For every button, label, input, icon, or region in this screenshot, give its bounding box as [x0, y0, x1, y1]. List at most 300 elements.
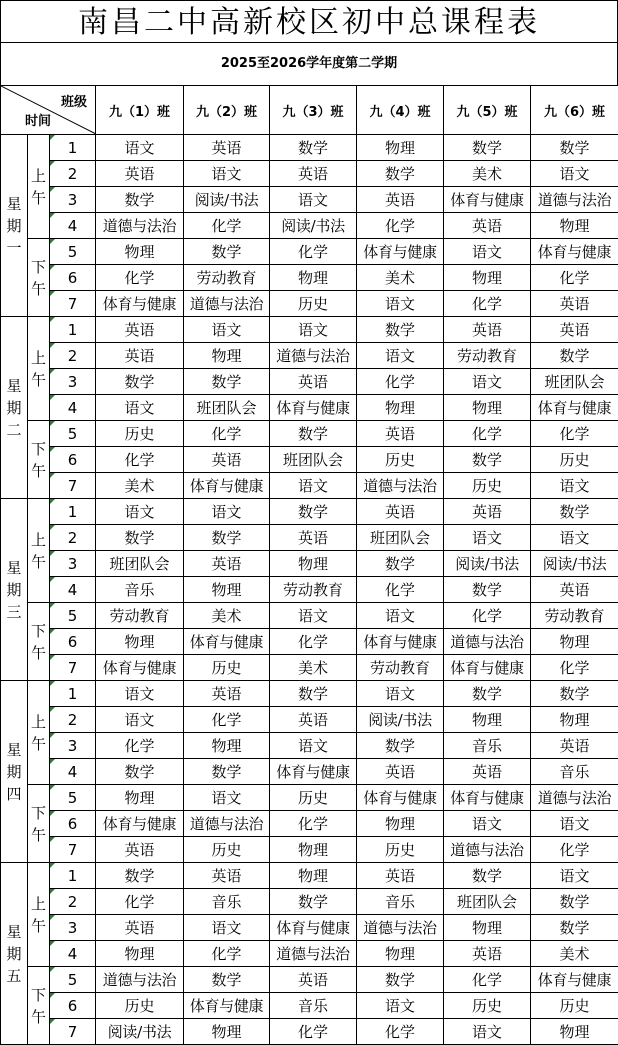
subject-cell: 语文	[270, 733, 357, 759]
subject-cell: 英语	[270, 525, 357, 551]
semester-subtitle: 2025至2026学年度第二学期	[0, 43, 618, 85]
vertical-char: 星	[1, 739, 27, 761]
subject-cell: 英语	[531, 733, 618, 759]
subject-cell: 音乐	[270, 993, 357, 1019]
vertical-char: 五	[1, 965, 27, 987]
subject-cell: 数学	[184, 759, 270, 785]
schedule-row	[1, 889, 618, 915]
subject-cell: 体育与健康	[270, 395, 357, 421]
subject-cell: 英语	[357, 863, 444, 889]
schedule-row	[1, 707, 618, 733]
subject-cell: 化学	[270, 239, 357, 265]
period-number: 2	[50, 707, 96, 733]
subject-cell: 语文	[531, 811, 618, 837]
vertical-char: 期	[1, 943, 27, 965]
vertical-char: 上	[28, 347, 49, 369]
subject-cell: 化学	[357, 577, 444, 603]
subject-cell: 语文	[444, 239, 531, 265]
subject-cell: 班团队会	[270, 447, 357, 473]
weekday-label	[1, 499, 28, 681]
subject-cell: 英语	[270, 369, 357, 395]
subject-cell: 美术	[357, 265, 444, 291]
subject-cell: 语文	[96, 499, 184, 525]
subject-cell: 阅读/书法	[531, 551, 618, 577]
subject-cell: 语文	[444, 1019, 531, 1045]
schedule-row	[1, 655, 618, 681]
schedule-row	[1, 343, 618, 369]
subject-cell: 体育与健康	[96, 655, 184, 681]
subject-cell: 体育与健康	[96, 291, 184, 317]
subject-cell: 语文	[444, 525, 531, 551]
schedule-row	[1, 525, 618, 551]
subject-cell: 道德与法治	[531, 785, 618, 811]
subject-cell: 物理	[444, 265, 531, 291]
schedule-row	[1, 785, 618, 811]
period-number: 6	[50, 811, 96, 837]
subject-cell: 化学	[531, 265, 618, 291]
subject-cell: 语文	[444, 369, 531, 395]
subject-cell: 物理	[96, 941, 184, 967]
afternoon-label	[28, 967, 50, 1045]
subject-cell: 语文	[184, 785, 270, 811]
subject-cell: 物理	[270, 265, 357, 291]
subject-cell: 体育与健康	[444, 187, 531, 213]
subject-cell: 语文	[357, 291, 444, 317]
vertical-char: 期	[1, 215, 27, 237]
vertical-char: 上	[28, 529, 49, 551]
subject-cell: 历史	[96, 993, 184, 1019]
schedule-row	[1, 369, 618, 395]
subject-cell: 英语	[531, 577, 618, 603]
subject-cell: 体育与健康	[531, 395, 618, 421]
subject-cell: 数学	[96, 187, 184, 213]
subject-cell: 历史	[357, 837, 444, 863]
period-number: 2	[50, 161, 96, 187]
subject-cell: 化学	[270, 1019, 357, 1045]
schedule-row	[1, 551, 618, 577]
period-number: 3	[50, 551, 96, 577]
weekday-label	[1, 863, 28, 1045]
subject-cell: 物理	[444, 915, 531, 941]
schedule-row	[1, 317, 618, 343]
subject-cell: 语文	[444, 811, 531, 837]
vertical-char: 下	[28, 620, 49, 642]
subject-cell: 体育与健康	[531, 239, 618, 265]
corner-label-time: 时间	[25, 110, 51, 129]
subject-cell: 历史	[444, 473, 531, 499]
vertical-char: 星	[1, 557, 27, 579]
period-number: 1	[50, 317, 96, 343]
vertical-char: 午	[28, 915, 49, 937]
vertical-char: 星	[1, 921, 27, 943]
subject-cell: 语文	[270, 473, 357, 499]
subject-cell: 劳动教育	[270, 577, 357, 603]
subject-cell: 历史	[184, 837, 270, 863]
subject-cell: 体育与健康	[357, 239, 444, 265]
subject-cell: 英语	[357, 759, 444, 785]
schedule-row	[1, 135, 618, 161]
class-header: 九（1）班	[96, 86, 184, 135]
subject-cell: 体育与健康	[96, 811, 184, 837]
subject-cell: 物理	[184, 577, 270, 603]
vertical-char: 午	[28, 369, 49, 391]
subject-cell: 美术	[270, 655, 357, 681]
subject-cell: 数学	[444, 577, 531, 603]
subject-cell: 物理	[357, 941, 444, 967]
morning-label	[28, 863, 50, 967]
schedule-row	[1, 395, 618, 421]
subject-cell: 班团队会	[357, 525, 444, 551]
schedule-row	[1, 967, 618, 993]
subject-cell: 道德与法治	[96, 213, 184, 239]
subject-cell: 数学	[531, 343, 618, 369]
class-header: 九（2）班	[184, 86, 270, 135]
subject-cell: 道德与法治	[96, 967, 184, 993]
header-row	[1, 86, 618, 135]
subject-cell: 英语	[184, 447, 270, 473]
period-number: 5	[50, 603, 96, 629]
vertical-char: 午	[28, 642, 49, 664]
schedule-row	[1, 941, 618, 967]
vertical-char: 三	[1, 601, 27, 623]
afternoon-label	[28, 421, 50, 499]
subject-cell: 化学	[444, 603, 531, 629]
class-header: 九（5）班	[444, 86, 531, 135]
subject-cell: 语文	[357, 993, 444, 1019]
period-number: 7	[50, 473, 96, 499]
page-title: 南昌二中高新校区初中总课程表	[0, 0, 618, 43]
subject-cell: 语文	[357, 603, 444, 629]
subject-cell: 英语	[357, 187, 444, 213]
subject-cell: 历史	[444, 993, 531, 1019]
subject-cell: 物理	[96, 629, 184, 655]
period-number: 7	[50, 655, 96, 681]
subject-cell: 化学	[96, 733, 184, 759]
subject-cell: 化学	[444, 421, 531, 447]
subject-cell: 英语	[444, 213, 531, 239]
vertical-char: 午	[28, 278, 49, 300]
subject-cell: 英语	[270, 161, 357, 187]
schedule-row	[1, 603, 618, 629]
subject-cell: 数学	[444, 447, 531, 473]
subject-cell: 化学	[270, 629, 357, 655]
subject-cell: 体育与健康	[184, 473, 270, 499]
subject-cell: 数学	[270, 889, 357, 915]
subject-cell: 英语	[96, 161, 184, 187]
schedule-row	[1, 239, 618, 265]
weekday-label	[1, 135, 28, 317]
subject-cell: 英语	[96, 915, 184, 941]
vertical-char: 期	[1, 579, 27, 601]
schedule-row	[1, 915, 618, 941]
subject-cell: 物理	[531, 213, 618, 239]
period-number: 6	[50, 447, 96, 473]
subject-cell: 道德与法治	[444, 837, 531, 863]
morning-label	[28, 681, 50, 785]
subject-cell: 语文	[96, 395, 184, 421]
subject-cell: 物理	[270, 551, 357, 577]
subject-cell: 道德与法治	[270, 941, 357, 967]
period-number: 3	[50, 915, 96, 941]
subject-cell: 道德与法治	[531, 187, 618, 213]
subject-cell: 物理	[96, 239, 184, 265]
subject-cell: 数学	[531, 889, 618, 915]
class-header: 九（4）班	[357, 86, 444, 135]
period-number: 4	[50, 759, 96, 785]
subject-cell: 语文	[270, 187, 357, 213]
schedule-table	[0, 85, 618, 1045]
subject-cell: 数学	[531, 135, 618, 161]
subject-cell: 语文	[184, 161, 270, 187]
schedule-row	[1, 421, 618, 447]
subject-cell: 语文	[531, 863, 618, 889]
schedule-row	[1, 161, 618, 187]
morning-label	[28, 135, 50, 239]
subject-cell: 音乐	[96, 577, 184, 603]
subject-cell: 道德与法治	[444, 629, 531, 655]
subject-cell: 体育与健康	[357, 785, 444, 811]
subject-cell: 体育与健康	[270, 759, 357, 785]
subject-cell: 美术	[531, 941, 618, 967]
vertical-char: 期	[1, 761, 27, 783]
subject-cell: 化学	[270, 811, 357, 837]
subject-cell: 化学	[184, 707, 270, 733]
period-number: 4	[50, 941, 96, 967]
subject-cell: 体育与健康	[531, 967, 618, 993]
corner-label-class: 班级	[61, 91, 87, 110]
subject-cell: 班团队会	[184, 395, 270, 421]
subject-cell: 化学	[444, 291, 531, 317]
period-number: 1	[50, 681, 96, 707]
subject-cell: 英语	[184, 863, 270, 889]
subject-cell: 数学	[357, 161, 444, 187]
period-number: 5	[50, 239, 96, 265]
subject-cell: 音乐	[357, 889, 444, 915]
subject-cell: 语文	[270, 603, 357, 629]
subject-cell: 数学	[96, 863, 184, 889]
subject-cell: 化学	[184, 213, 270, 239]
subject-cell: 数学	[444, 681, 531, 707]
schedule-row	[1, 759, 618, 785]
period-number: 6	[50, 629, 96, 655]
subject-cell: 语文	[184, 499, 270, 525]
period-number: 4	[50, 213, 96, 239]
subject-cell: 美术	[184, 603, 270, 629]
subject-cell: 历史	[184, 655, 270, 681]
vertical-char: 午	[28, 551, 49, 573]
subject-cell: 物理	[531, 707, 618, 733]
subject-cell: 化学	[357, 213, 444, 239]
subject-cell: 道德与法治	[357, 473, 444, 499]
subject-cell: 化学	[96, 265, 184, 291]
vertical-char: 午	[28, 1006, 49, 1028]
period-number: 2	[50, 889, 96, 915]
subject-cell: 英语	[96, 343, 184, 369]
schedule-row	[1, 837, 618, 863]
subject-cell: 化学	[531, 655, 618, 681]
subject-cell: 数学	[357, 317, 444, 343]
subject-cell: 英语	[96, 317, 184, 343]
schedule-row	[1, 447, 618, 473]
subject-cell: 数学	[96, 369, 184, 395]
schedule-row	[1, 863, 618, 889]
subject-cell: 语文	[96, 681, 184, 707]
subject-cell: 数学	[96, 525, 184, 551]
subject-cell: 劳动教育	[531, 603, 618, 629]
subject-cell: 物理	[444, 707, 531, 733]
subject-cell: 道德与法治	[270, 343, 357, 369]
subject-cell: 历史	[270, 785, 357, 811]
vertical-char: 二	[1, 419, 27, 441]
subject-cell: 物理	[96, 785, 184, 811]
subject-cell: 语文	[184, 317, 270, 343]
corner-header	[1, 86, 96, 135]
subject-cell: 物理	[270, 837, 357, 863]
subject-cell: 美术	[96, 473, 184, 499]
weekday-label	[1, 681, 28, 863]
subject-cell: 化学	[184, 941, 270, 967]
subject-cell: 音乐	[531, 759, 618, 785]
schedule-row	[1, 473, 618, 499]
subject-cell: 道德与法治	[184, 811, 270, 837]
subject-cell: 语文	[96, 707, 184, 733]
subject-cell: 英语	[357, 499, 444, 525]
subject-cell: 数学	[531, 915, 618, 941]
subject-cell: 数学	[270, 135, 357, 161]
subject-cell: 英语	[270, 707, 357, 733]
subject-cell: 历史	[531, 993, 618, 1019]
subject-cell: 数学	[531, 681, 618, 707]
subject-cell: 历史	[357, 447, 444, 473]
subject-cell: 数学	[444, 863, 531, 889]
period-number: 2	[50, 525, 96, 551]
vertical-char: 上	[28, 893, 49, 915]
subject-cell: 阅读/书法	[444, 551, 531, 577]
schedule-row	[1, 499, 618, 525]
subject-cell: 化学	[531, 421, 618, 447]
subject-cell: 英语	[531, 291, 618, 317]
subject-cell: 道德与法治	[184, 291, 270, 317]
period-number: 5	[50, 785, 96, 811]
subject-cell: 阅读/书法	[270, 213, 357, 239]
afternoon-label	[28, 603, 50, 681]
subject-cell: 英语	[357, 421, 444, 447]
period-number: 6	[50, 993, 96, 1019]
vertical-char: 下	[28, 984, 49, 1006]
subject-cell: 物理	[270, 863, 357, 889]
schedule-row	[1, 681, 618, 707]
subject-cell: 数学	[184, 369, 270, 395]
subject-cell: 数学	[184, 967, 270, 993]
vertical-char: 一	[1, 237, 27, 259]
subject-cell: 物理	[184, 733, 270, 759]
vertical-char: 下	[28, 802, 49, 824]
subject-cell: 化学	[184, 421, 270, 447]
class-header: 九（6）班	[531, 86, 618, 135]
subject-cell: 语文	[357, 343, 444, 369]
afternoon-label	[28, 785, 50, 863]
subject-cell: 物理	[357, 811, 444, 837]
subject-cell: 数学	[357, 551, 444, 577]
subject-cell: 音乐	[444, 733, 531, 759]
subject-cell: 历史	[96, 421, 184, 447]
schedule-row	[1, 577, 618, 603]
subject-cell: 语文	[270, 317, 357, 343]
period-number: 7	[50, 291, 96, 317]
subject-cell: 英语	[184, 551, 270, 577]
schedule-row	[1, 629, 618, 655]
vertical-char: 下	[28, 438, 49, 460]
vertical-char: 四	[1, 783, 27, 805]
subject-cell: 英语	[96, 837, 184, 863]
subject-cell: 化学	[96, 447, 184, 473]
period-number: 5	[50, 421, 96, 447]
vertical-char: 上	[28, 711, 49, 733]
vertical-char: 下	[28, 256, 49, 278]
subject-cell: 体育与健康	[270, 915, 357, 941]
subject-cell: 化学	[531, 837, 618, 863]
subject-cell: 劳动教育	[184, 265, 270, 291]
subject-cell: 语文	[531, 473, 618, 499]
subject-cell: 班团队会	[444, 889, 531, 915]
subject-cell: 物理	[444, 395, 531, 421]
period-number: 4	[50, 577, 96, 603]
period-number: 1	[50, 863, 96, 889]
subject-cell: 语文	[531, 161, 618, 187]
subject-cell: 化学	[357, 369, 444, 395]
subject-cell: 体育与健康	[357, 629, 444, 655]
vertical-char: 期	[1, 397, 27, 419]
schedule-row	[1, 291, 618, 317]
subject-cell: 美术	[444, 161, 531, 187]
period-number: 2	[50, 343, 96, 369]
afternoon-label	[28, 239, 50, 317]
subject-cell: 英语	[444, 759, 531, 785]
subject-cell: 数学	[444, 135, 531, 161]
subject-cell: 体育与健康	[184, 629, 270, 655]
morning-label	[28, 317, 50, 421]
subject-cell: 劳动教育	[357, 655, 444, 681]
subject-cell: 数学	[96, 759, 184, 785]
subject-cell: 阅读/书法	[96, 1019, 184, 1045]
period-number: 3	[50, 733, 96, 759]
subject-cell: 数学	[531, 499, 618, 525]
subject-cell: 数学	[270, 681, 357, 707]
schedule-row	[1, 213, 618, 239]
subject-cell: 班团队会	[96, 551, 184, 577]
schedule-row	[1, 733, 618, 759]
schedule-row	[1, 187, 618, 213]
subject-cell: 英语	[531, 317, 618, 343]
vertical-char: 午	[28, 460, 49, 482]
subject-cell: 化学	[96, 889, 184, 915]
period-number: 7	[50, 1019, 96, 1045]
schedule-row	[1, 265, 618, 291]
schedule-row	[1, 1019, 618, 1045]
subject-cell: 数学	[184, 525, 270, 551]
vertical-char: 上	[28, 165, 49, 187]
subject-cell: 数学	[357, 967, 444, 993]
subject-cell: 英语	[184, 135, 270, 161]
subject-cell: 化学	[444, 967, 531, 993]
period-number: 1	[50, 135, 96, 161]
period-number: 6	[50, 265, 96, 291]
subject-cell: 化学	[357, 1019, 444, 1045]
subject-cell: 物理	[531, 1019, 618, 1045]
period-number: 7	[50, 837, 96, 863]
subject-cell: 物理	[184, 1019, 270, 1045]
subject-cell: 音乐	[184, 889, 270, 915]
